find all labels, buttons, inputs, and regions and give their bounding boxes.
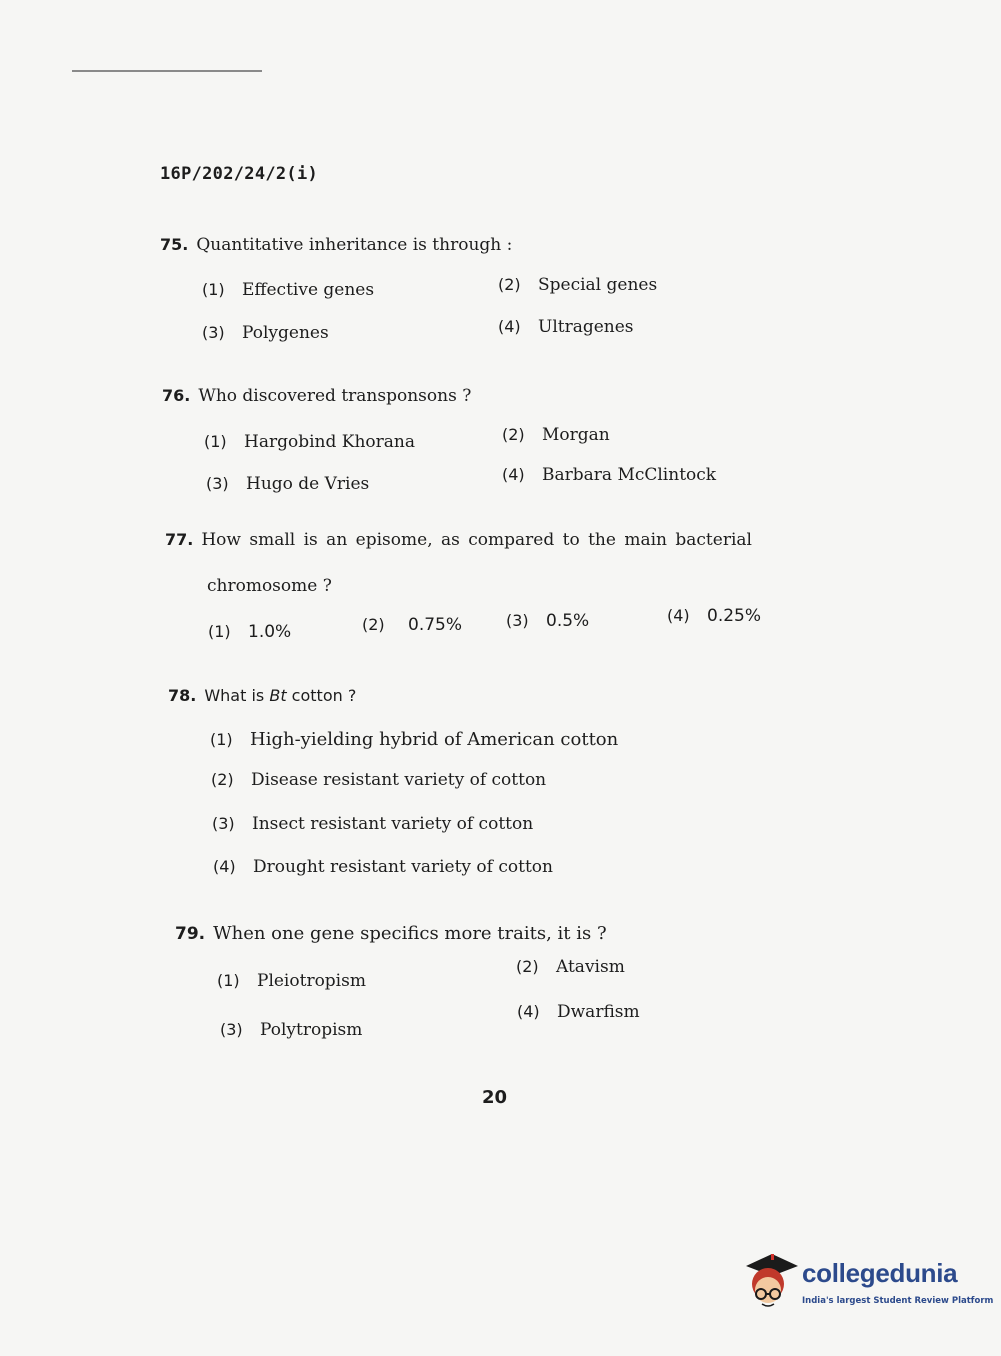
option: (1) Effective genes (202, 280, 375, 300)
option: (3) Hugo de Vries (206, 474, 370, 494)
option: (2) Morgan (502, 425, 610, 445)
question-76 (162, 386, 471, 406)
question-number: 77. (165, 530, 194, 549)
option: (2) Special genes (498, 275, 658, 295)
question-text: Quantitative inheritance is through : (196, 235, 513, 255)
option: (2) 0.75% (362, 615, 463, 635)
paper-code: 16P/202/24/2(i) (160, 164, 319, 184)
option: (2) Atavism (516, 957, 625, 977)
question-79 (175, 923, 607, 944)
option: (3) Polytropism (220, 1020, 363, 1040)
brand-tagline: India's largest Student Review Platform (802, 1296, 994, 1306)
option: (3) Polygenes (202, 323, 329, 343)
question-number: 79. (175, 924, 206, 944)
option: (4) Ultragenes (498, 317, 634, 337)
question-number: 78. (168, 686, 197, 705)
mascot-icon (742, 1250, 800, 1316)
collegedunia-logo (742, 1250, 994, 1320)
question-text: How small is an episome, as compared to the main bacterial (201, 530, 752, 550)
option: (4) Barbara McClintock (502, 465, 717, 485)
brand-name: collegedunia (802, 1258, 958, 1288)
option: (1) High-yielding hybrid of American cotton (210, 729, 619, 750)
question-77-continued: chromosome ? (207, 576, 332, 596)
page-number: 20 (482, 1087, 508, 1108)
question-text: Who discovered transponsons ? (198, 386, 472, 406)
question-text: When one gene specifics more traits, it is ? (213, 923, 607, 944)
option: (2) Disease resistant variety of cotton (211, 770, 547, 790)
question-number: 75. (160, 235, 189, 254)
page-edge-line (72, 70, 262, 72)
option: (4) Dwarfism (517, 1002, 640, 1022)
option: (4) Drought resistant variety of cotton (213, 857, 553, 877)
question-77 (165, 530, 805, 550)
question-number: 76. (162, 386, 191, 405)
option: (1) Hargobind Khorana (204, 432, 415, 452)
question-75 (160, 235, 512, 255)
option: (1) Pleiotropism (217, 971, 366, 991)
option: (3) Insect resistant variety of cotton (212, 814, 534, 834)
option: (4) 0.25% (667, 606, 762, 626)
question-78: 78. What is Bt cotton ? (168, 686, 357, 705)
option: (3) 0.5% (506, 611, 590, 631)
option: (1) 1.0% (208, 622, 292, 642)
